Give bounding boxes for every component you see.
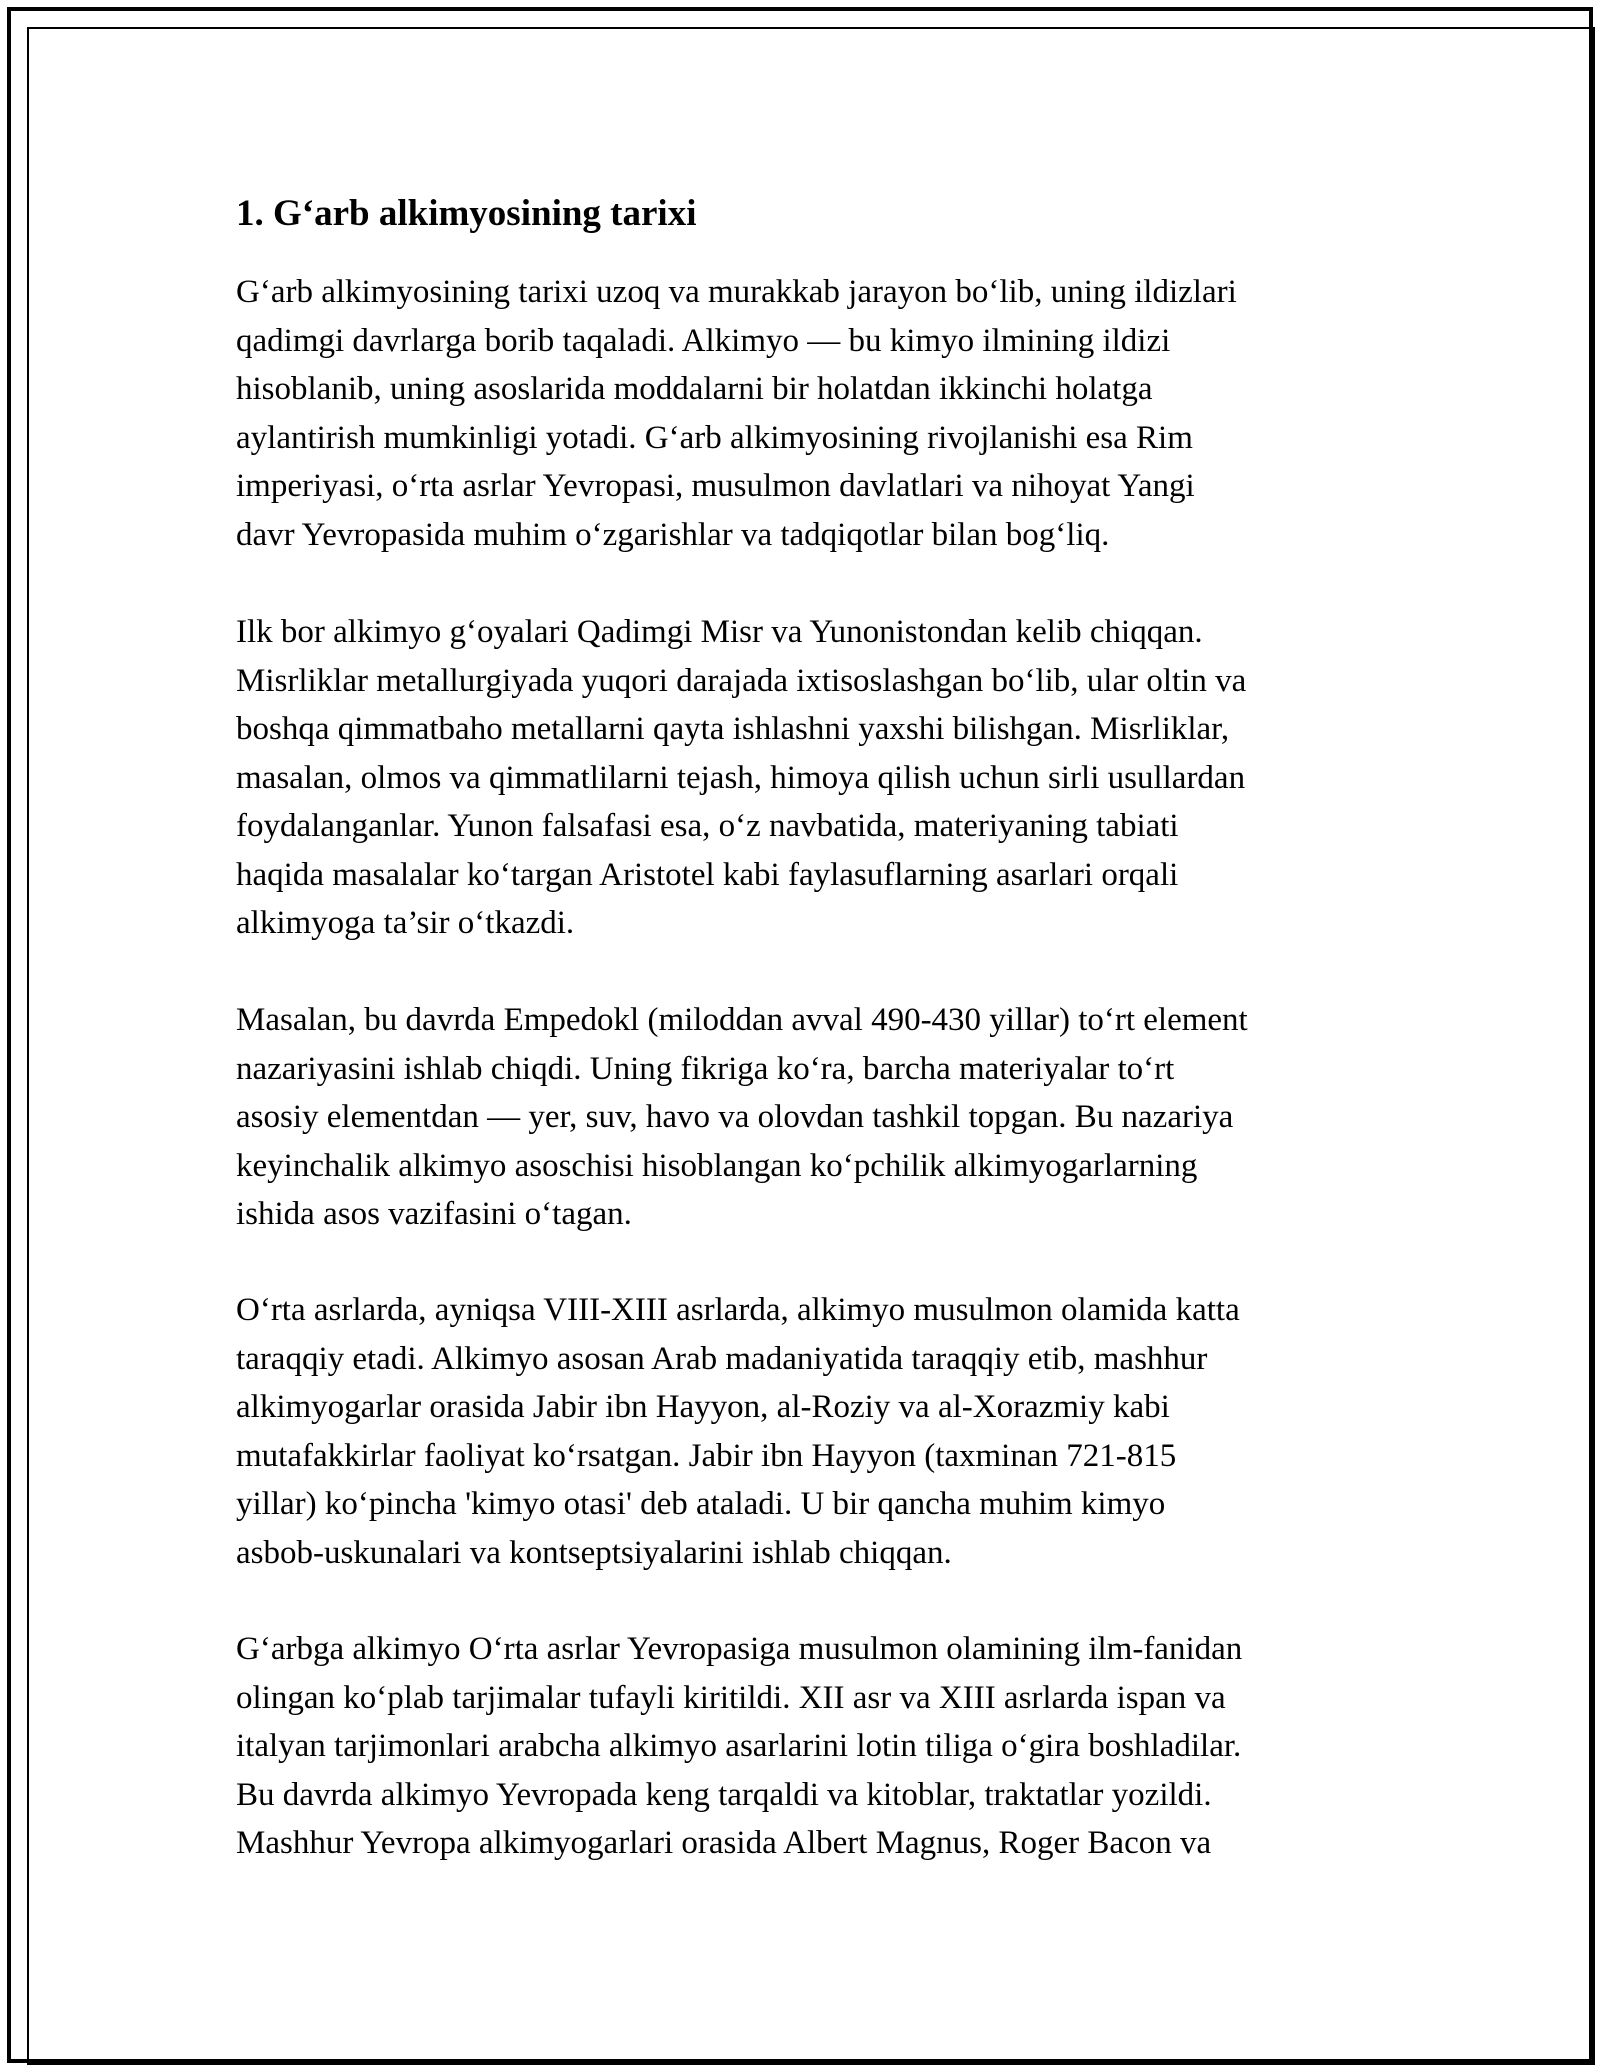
section-heading: 1. G‘arb alkimyosining tarixi [236,193,697,234]
text-line: keyinchalik alkimyo asoschisi hisoblangan ko‘pchilik alkimyogarlarning [236,1147,1198,1184]
text-line: italyan tarjimonlari arabcha alkimyo asarlarini lotin tiliga o‘gira boshladilar. [236,1728,1242,1764]
text-line: Misrliklar metallurgiyada yuqori darajada ixtisoslashgan bo‘lib, ular oltin va [236,662,1247,699]
paragraph-3 [236,996,1376,1239]
text-line: Ilk bor alkimyo g‘oyalari Qadimgi Misr va Yunonistondan kelib chiqqan. [236,614,1203,650]
text-line: qadimgi davrlarga borib taqaladi. Alkimyo — bu kimyo ilmining ildizi [236,322,1171,359]
text-line: G‘arbga alkimyo O‘rta asrlar Yevropasiga musulmon olamining ilm-fanidan [236,1631,1243,1667]
text-line: Mashhur Yevropa alkimyogarlari orasida Albert Magnus, Roger Bacon va [236,1825,1212,1861]
text-line: taraqqiy etadi. Alkimyo asosan Arab madaniyatida taraqqiy etib, mashhur [236,1340,1208,1377]
text-line: haqida masalalar ko‘targan Aristotel kabi faylasuflarning asarlari orqali [236,856,1179,893]
text-line: asosiy elementdan — yer, suv, havo va olovdan tashkil topgan. Bu nazariya [236,1099,1234,1135]
text-line: G‘arb alkimyosining tarixi uzoq va murakkab jarayon bo‘lib, uning ildizlari [236,274,1237,310]
text-line: mutafakkirlar faoliyat ko‘rsatgan. Jabir ibn Hayyon (taxminan 721-815 [236,1437,1177,1474]
paragraph-5 [236,1625,1376,1868]
text-line: asbob-uskunalari va kontseptsiyalarini ishlab chiqqan. [236,1534,952,1571]
text-line: foydalanganlar. Yunon falsafasi esa, o‘z navbatida, materiyaning tabiati [236,808,1179,844]
text-line: alkimyoga ta’sir o‘tkazdi. [236,905,575,941]
text-line: boshqa qimmatbaho metallarni qayta ishlashni yaxshi bilishgan. Misrliklar, [236,711,1230,747]
text-line: olingan ko‘plab tarjimalar tufayli kiritildi. XII asr va XIII asrlarda ispan va [236,1679,1226,1716]
text-line: ishida asos vazifasini o‘tagan. [236,1196,632,1232]
text-line: nazariyasini ishlab chiqdi. Uning fikriga ko‘ra, barcha materiyalar to‘rt [236,1050,1175,1087]
paragraph-4 [236,1286,1376,1577]
paragraph-2 [236,608,1376,948]
text-line: Bu davrda alkimyo Yevropada keng tarqaldi va kitoblar, traktatlar yozildi. [236,1776,1212,1813]
text-line: aylantirish mumkinligi yotadi. G‘arb alkimyosining rivojlanishi esa Rim [236,419,1193,456]
text-line: yillar) ko‘pincha 'kimyo otasi' deb ataladi. U bir qancha muhim kimyo [236,1486,1166,1522]
text-line: O‘rta asrlarda, ayniqsa VIII-XIII asrlarda, alkimyo musulmon olamida katta [236,1292,1240,1328]
text-line: Masalan, bu davrda Empedokl (miloddan avval 490-430 yillar) to‘rt element [236,1002,1248,1038]
text-line: hisoblanib, uning asoslarida moddalarni bir holatdan ikkinchi holatga [236,371,1153,407]
text-line: davr Yevropasida muhim o‘zgarishlar va tadqiqotlar bilan bog‘liq. [236,516,1110,553]
text-line: imperiyasi, o‘rta asrlar Yevropasi, musulmon davlatlari va nihoyat Yangi [236,468,1195,504]
text-line: alkimyogarlar orasida Jabir ibn Hayyon, al-Roziy va al-Xorazmiy kabi [236,1389,1170,1425]
document-body [236,186,1376,1861]
paragraph-1 [236,268,1376,559]
text-line: masalan, olmos va qimmatlilarni tejash, himoya qilish uchun sirli usullardan [236,759,1246,796]
